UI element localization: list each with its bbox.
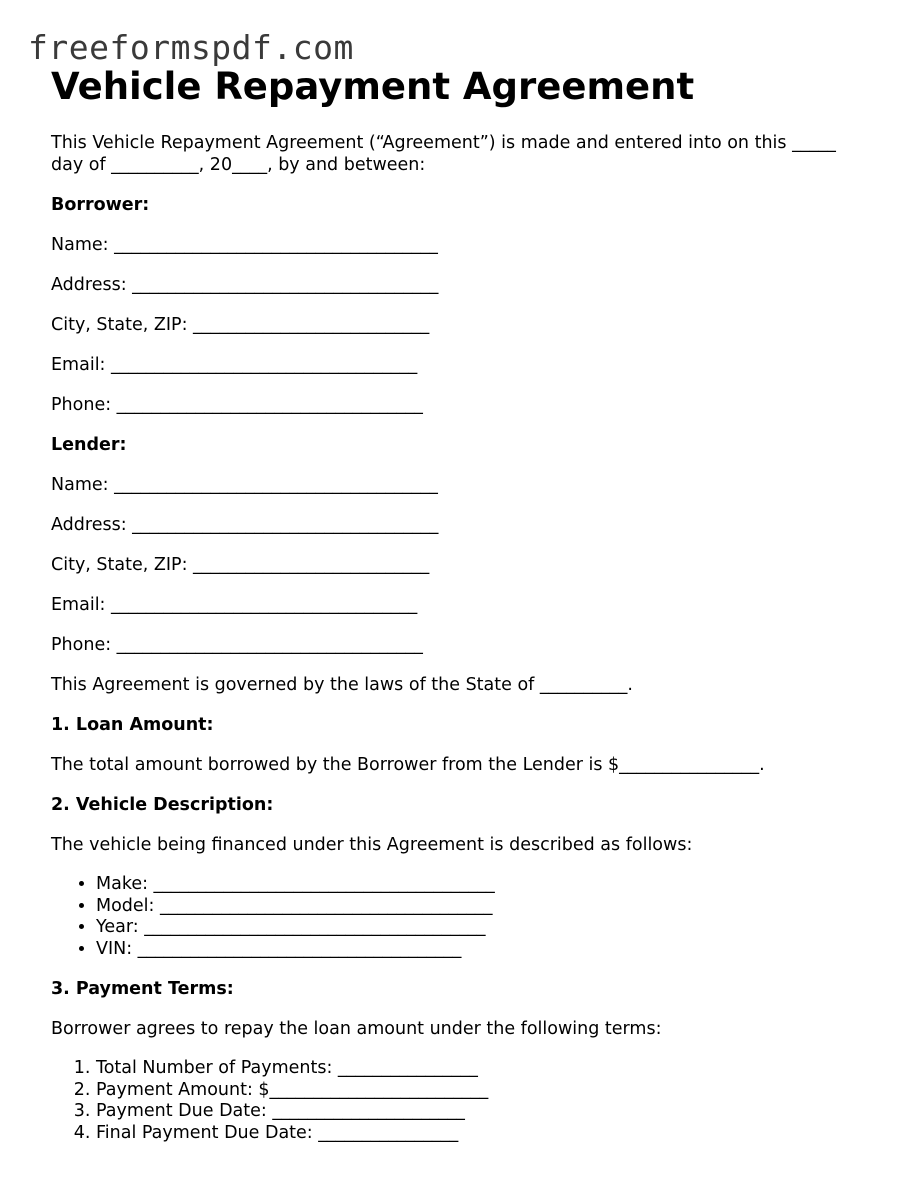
watermark-text: freeformspdf.com [28, 28, 354, 67]
lender-address-field: Address: ___________________________________ [51, 515, 439, 535]
vehicle-description-paragraph: The vehicle being financed under this Agreement is described as follows: [51, 835, 693, 855]
total-payments-item: 1. Total Number of Payments: ________________ [96, 1058, 871, 1080]
lender-city-state-zip-field: City, State, ZIP: ___________________________ [51, 555, 430, 575]
governing-law-paragraph: This Agreement is governed by the laws of the State of __________. [51, 675, 633, 695]
lender-heading: Lender: [51, 435, 127, 455]
intro-paragraph: This Vehicle Repayment Agreement (“Agreement”) is made and entered into on this _____ day of __________, 20____, by and between: [51, 133, 836, 175]
payment-due-date-item: 3. Payment Due Date: ______________________ [96, 1101, 871, 1123]
borrower-name-field: Name: _____________________________________ [51, 235, 438, 255]
lender-name-field: Name: _____________________________________ [51, 475, 438, 495]
document-page [51, 62, 871, 1162]
vehicle-make-item: • Make: _______________________________________ [96, 874, 871, 896]
vehicle-year-item: • Year: _______________________________________ [96, 917, 871, 939]
payment-amount-item: 2. Payment Amount: $_________________________ [96, 1080, 871, 1102]
document-title: Vehicle Repayment Agreement [51, 65, 695, 108]
lender-phone-field: Phone: ___________________________________ [51, 635, 423, 655]
vehicle-model-item: • Model: ______________________________________ [96, 896, 871, 918]
borrower-heading: Borrower: [51, 195, 150, 215]
loan-amount-heading: 1. Loan Amount: [51, 715, 214, 735]
borrower-email-field: Email: ___________________________________ [51, 355, 418, 375]
payment-terms-heading: 3. Payment Terms: [51, 979, 234, 999]
vehicle-vin-item: • VIN: _____________________________________ [96, 939, 871, 961]
final-payment-due-date-item: 4. Final Payment Due Date: ________________ [96, 1123, 871, 1145]
borrower-phone-field: Phone: ___________________________________ [51, 395, 423, 415]
borrower-city-state-zip-field: City, State, ZIP: ___________________________ [51, 315, 430, 335]
payment-terms-list [51, 1058, 871, 1144]
vehicle-description-heading: 2. Vehicle Description: [51, 795, 274, 815]
vehicle-details-list [51, 874, 871, 960]
loan-amount-paragraph: The total amount borrowed by the Borrower from the Lender is $________________. [51, 755, 765, 775]
borrower-address-field: Address: ___________________________________ [51, 275, 439, 295]
payment-terms-paragraph: Borrower agrees to repay the loan amount under the following terms: [51, 1019, 662, 1039]
lender-email-field: Email: ___________________________________ [51, 595, 418, 615]
